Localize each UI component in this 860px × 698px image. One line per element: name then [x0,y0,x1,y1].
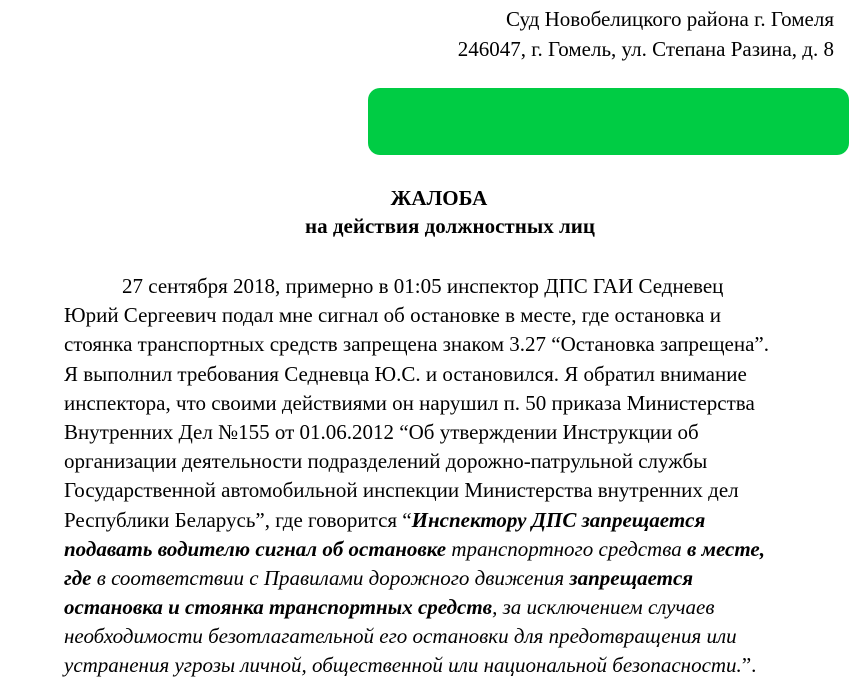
quote-emphasis: запрещается [569,565,694,590]
body-run: Государственной автомобильной инспекции Министерства внутренних дел [64,478,739,503]
quote-text: , за исключением случаев [492,595,715,620]
body-line [64,447,854,476]
body-line [64,476,854,505]
quote-emphasis: Инспектору ДПС запрещается [411,507,706,532]
quote-text: устранения угрозы личной, общественной или национальной безопасности. [64,653,742,678]
body-run: Внутренних Дел №155 от 01.06.2012 “Об утверждении Инструкции об [64,419,699,444]
body-run: стоянка транспортных средств запрещена знаком 3.27 “Остановка запрещена”. [64,332,769,357]
body-line [64,360,854,389]
body-line [64,301,854,330]
quote-text: транспортного средства [446,536,687,561]
body-line [64,272,854,301]
body-run: инспектора, что своими действиями он нарушил п. 50 приказа Министерства [64,390,755,415]
body-line [64,622,854,651]
court-name: Суд Новобелицкого района г. Гомеля [506,7,834,31]
court-address: 246047, г. Гомель, ул. Степана Разина, д. 8 [457,37,834,61]
body-run: Республики Беларусь”, где говорится “ [64,507,412,532]
body-run: ”. [741,653,757,678]
quote-text: в соответствии с Правилами дорожного движения [91,565,570,590]
redaction-block [368,88,849,155]
body-line [64,651,854,680]
body-run: Я выполнил требования Седневца Ю.С. и остановился. Я обратил внимание [64,361,747,386]
body-run: организации деятельности подразделений дорожно-патрульной службы [64,449,708,474]
quote-text: необходимости безотлагательной его остановки для предотвращения или [64,624,737,649]
quote-emphasis: в месте, [686,536,765,561]
quote-emphasis: подавать водителю сигнал об остановке [64,536,447,561]
body-line [64,564,854,593]
body-line [64,418,854,447]
body-line [64,330,854,359]
quote-emphasis: где [64,565,92,590]
body-run: 27 сентября 2018, примерно в 01:05 инспектор ДПС ГАИ Седневец [122,274,724,298]
body-line [64,506,854,535]
body-line [64,593,854,622]
document-subtitle: на действия должностных лиц [305,214,595,238]
document-title: ЖАЛОБА [390,186,488,210]
body-line [64,389,854,418]
body-run: Юрий Сергеевич подал мне сигнал об остановке в месте, где остановка и [64,303,721,328]
body-line [64,535,854,564]
quote-emphasis: остановка и стоянка транспортных средств [64,595,493,620]
complaint-body [64,272,854,681]
